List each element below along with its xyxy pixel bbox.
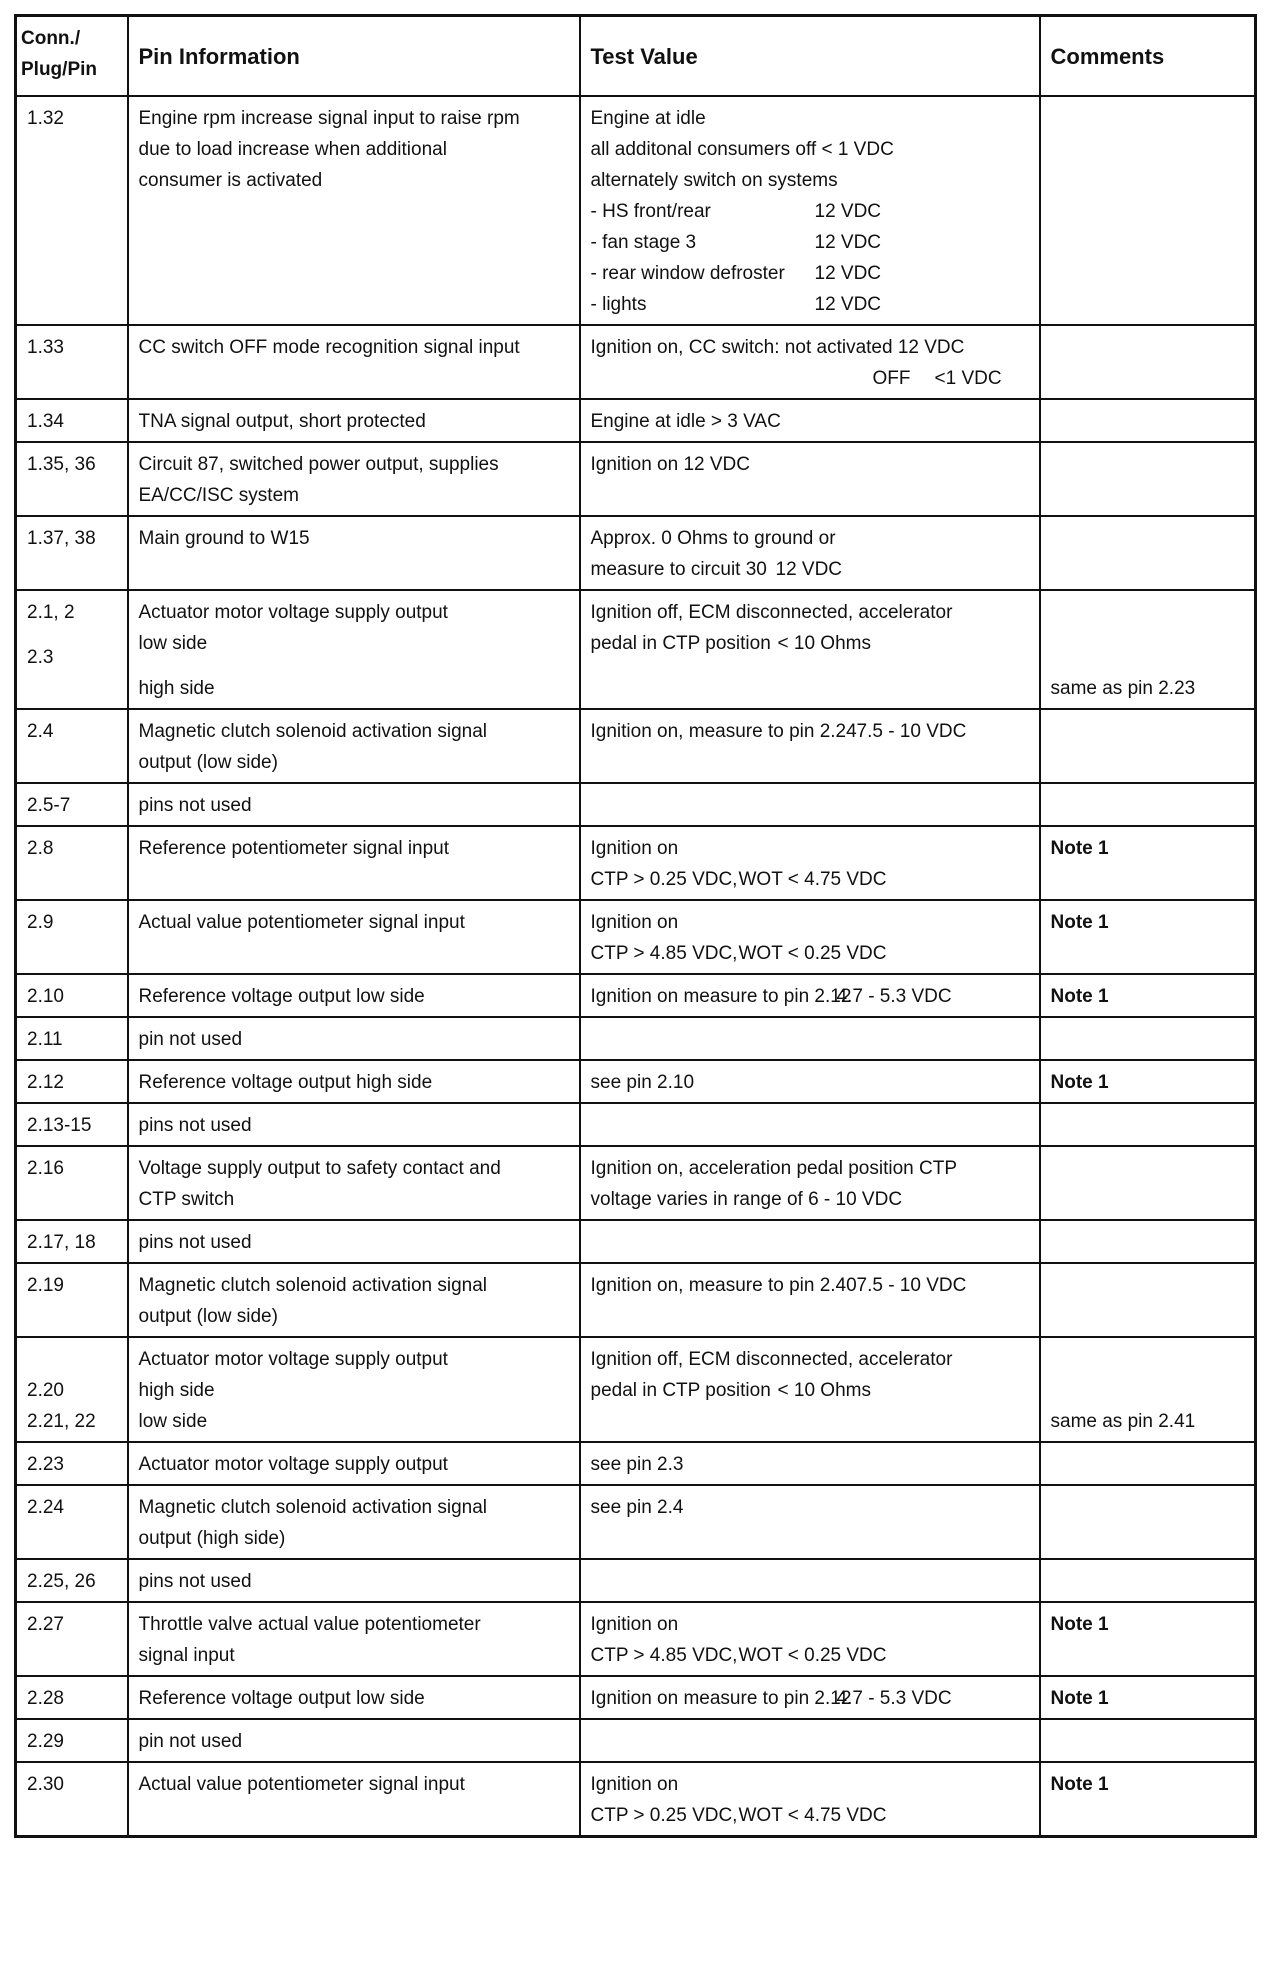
test-value	[580, 783, 1040, 826]
test-value-text: CTP > 4.85 VDC,	[590, 943, 738, 964]
pin-connector-label: 2.30	[27, 1774, 64, 1795]
pin-comment	[1040, 1337, 1256, 1442]
pin-connector-label: 2.17, 18	[27, 1232, 96, 1253]
header-test-value: Test Value	[580, 16, 1040, 97]
pin-connector-label: 1.37, 38	[27, 528, 96, 549]
test-value-line	[591, 1640, 1029, 1671]
pin-information	[128, 1017, 580, 1060]
test-value-line	[591, 227, 1029, 258]
pin-connector	[16, 1103, 128, 1146]
table-row	[16, 1602, 1256, 1676]
pin-information-line: signal input	[138, 1645, 235, 1666]
pin-information-line: Magnetic clutch solenoid activation signal	[138, 1275, 488, 1296]
pin-information-line: Main ground to W15	[138, 528, 310, 549]
pin-information-line: EA/CC/ISC system	[138, 485, 299, 506]
pin-connector	[16, 325, 128, 399]
pin-connector	[16, 826, 128, 900]
test-value-reading: < 10 Ohms	[777, 1380, 871, 1401]
pin-information-line: Reference voltage output low side	[138, 986, 425, 1007]
pin-comment	[1040, 783, 1256, 826]
pin-connector-label-secondary: 2.21, 22	[27, 1411, 96, 1432]
test-value-line	[591, 864, 1029, 895]
test-value-line	[591, 134, 1029, 165]
table-row	[16, 1146, 1256, 1220]
pin-connector	[16, 590, 128, 709]
test-value	[580, 1442, 1040, 1485]
table-row	[16, 1103, 1256, 1146]
pin-connector	[16, 1146, 128, 1220]
pin-information	[128, 516, 580, 590]
test-value-text: see pin 2.10	[590, 1072, 695, 1093]
table-row	[16, 1337, 1256, 1442]
pin-comment	[1040, 974, 1256, 1017]
pin-comment	[1040, 1060, 1256, 1103]
pin-information	[128, 1442, 580, 1485]
test-value	[580, 1103, 1040, 1146]
test-value	[580, 1146, 1040, 1220]
table-row	[16, 442, 1256, 516]
pin-connector	[16, 516, 128, 590]
pin-information-line: Reference voltage output high side	[138, 1072, 433, 1093]
test-value-line	[591, 449, 1029, 480]
test-value	[580, 1017, 1040, 1060]
test-value-line	[591, 1492, 1029, 1523]
test-value-reading: 12 VDC	[814, 232, 882, 253]
pin-comment	[1040, 1146, 1256, 1220]
test-value-text: CTP > 0.25 VDC,	[590, 869, 738, 890]
pin-connector	[16, 974, 128, 1017]
pin-connector-label: 2.9	[27, 912, 54, 933]
test-value-line	[591, 716, 1029, 747]
pin-connector	[16, 900, 128, 974]
table-row	[16, 709, 1256, 783]
test-value-text: Ignition on 12 VDC	[590, 454, 750, 475]
pin-information-line: Magnetic clutch solenoid activation signal	[138, 721, 488, 742]
table-row	[16, 1762, 1256, 1837]
test-value	[580, 1263, 1040, 1337]
pin-information	[128, 1676, 580, 1719]
test-value-text: - lights	[590, 294, 647, 315]
pin-connector	[16, 442, 128, 516]
test-value-text: - fan stage 3	[590, 232, 697, 253]
test-value-text: Ignition on, measure to pin 2.40	[590, 1275, 857, 1296]
test-value-text: Ignition on	[590, 912, 679, 933]
pin-information-line: output (low side)	[138, 752, 278, 773]
pin-comment	[1040, 900, 1256, 974]
table-row	[16, 590, 1256, 709]
pin-information-line: pin not used	[138, 1731, 243, 1752]
pin-connector-label: 2.16	[27, 1158, 64, 1179]
pin-information-line: Reference potentiometer signal input	[138, 838, 450, 859]
test-value-reading: 4.7 - 5.3 VDC	[836, 1688, 952, 1709]
pin-information-line: Actual value potentiometer signal input	[138, 1774, 465, 1795]
test-value	[580, 442, 1040, 516]
pin-connector-label: 2.4	[27, 721, 54, 742]
pin-connector-label: 1.33	[27, 337, 64, 358]
pin-comment	[1040, 1602, 1256, 1676]
pin-connector-label: 1.32	[27, 108, 64, 129]
spacer	[27, 1344, 117, 1375]
test-value-text: pedal in CTP position	[590, 1380, 771, 1401]
pin-information-line: consumer is activated	[138, 170, 323, 191]
test-value-line	[591, 1609, 1029, 1640]
pin-connector	[16, 1719, 128, 1762]
note-label: Note 1	[1050, 1774, 1109, 1795]
pin-information	[128, 96, 580, 325]
pin-information	[128, 1485, 580, 1559]
pin-information	[128, 399, 580, 442]
pin-comment	[1040, 1676, 1256, 1719]
pin-connector-label: 2.12	[27, 1072, 64, 1093]
test-value-line	[591, 1800, 1029, 1831]
test-value	[580, 399, 1040, 442]
test-value-reading: <1 VDC	[934, 368, 1002, 389]
pin-connector-label: 2.25, 26	[27, 1571, 96, 1592]
pin-information	[128, 1719, 580, 1762]
test-value-line	[591, 523, 1029, 554]
test-value-line	[591, 833, 1029, 864]
test-value-line	[591, 1184, 1029, 1215]
note-label: Note 1	[1050, 1614, 1109, 1635]
pin-information	[128, 1220, 580, 1263]
test-value-reading: WOT < 4.75 VDC	[738, 1805, 887, 1826]
pin-connector-label: 2.24	[27, 1497, 64, 1518]
pin-connector-label: 2.19	[27, 1275, 64, 1296]
header-pin-information: Pin Information	[128, 16, 580, 97]
test-value-text: Ignition off, ECM disconnected, accelerator	[590, 602, 953, 623]
test-value-text: OFF	[872, 368, 911, 389]
pin-information-line: pins not used	[138, 1232, 252, 1253]
test-value-reading: 7.5 - 10 VDC	[856, 1275, 967, 1296]
test-value-text: CTP > 0.25 VDC,	[590, 1805, 738, 1826]
pin-information-line: pin not used	[138, 1029, 243, 1050]
table-row	[16, 783, 1256, 826]
pin-connector	[16, 783, 128, 826]
pin-information-line-secondary: low side	[138, 1411, 208, 1432]
header-row	[16, 16, 1256, 97]
pin-connector	[16, 1220, 128, 1263]
test-value-line	[591, 332, 1029, 363]
pin-connector-label: 1.35, 36	[27, 454, 96, 475]
table-row	[16, 1060, 1256, 1103]
test-value-text: measure to circuit 30	[590, 559, 767, 580]
test-value-reading: WOT < 0.25 VDC	[738, 1645, 887, 1666]
test-value-line	[591, 907, 1029, 938]
test-value	[580, 709, 1040, 783]
pin-information-line-secondary: high side	[138, 678, 215, 699]
test-value	[580, 1485, 1040, 1559]
pin-information-line: pins not used	[138, 1571, 252, 1592]
pin-connector-label-secondary: 2.3	[27, 647, 54, 668]
table-row	[16, 1719, 1256, 1762]
pin-information	[128, 1337, 580, 1442]
pin-information-line: Actuator motor voltage supply output	[138, 602, 448, 623]
pin-connector	[16, 399, 128, 442]
pin-connector	[16, 1060, 128, 1103]
test-value-text: Ignition on measure to pin 2.12	[590, 986, 852, 1007]
test-value-line	[591, 406, 1029, 437]
pin-information-line: output (low side)	[138, 1306, 278, 1327]
pin-connector	[16, 1485, 128, 1559]
test-value-text: Engine at idle > 3 VAC	[590, 411, 781, 432]
note-label: Note 1	[1050, 1072, 1109, 1093]
test-value-reading: < 10 Ohms	[777, 633, 871, 654]
test-value	[580, 1559, 1040, 1602]
pin-connector	[16, 1559, 128, 1602]
test-value-reading: WOT < 0.25 VDC	[738, 943, 887, 964]
pin-connector	[16, 1017, 128, 1060]
pin-information-line: Voltage supply output to safety contact and	[138, 1158, 501, 1179]
pin-information-line: Circuit 87, switched power output, supplies	[138, 454, 499, 475]
pin-connector	[16, 1337, 128, 1442]
pin-comment	[1040, 1485, 1256, 1559]
pin-information	[128, 1602, 580, 1676]
pin-connector-label: 2.1, 2	[27, 602, 75, 623]
pin-information-line: CC switch OFF mode recognition signal input	[138, 337, 520, 358]
test-value-line	[591, 1344, 1029, 1375]
test-value-line	[591, 1270, 1029, 1301]
test-value-reading: 7.5 - 10 VDC	[856, 721, 967, 742]
table-row	[16, 96, 1256, 325]
note-label: Note 1	[1050, 912, 1109, 933]
test-value	[580, 900, 1040, 974]
pin-information-line: Engine rpm increase signal input to raise rpm	[138, 108, 520, 129]
test-value-reading: 12 VDC	[775, 559, 843, 580]
test-value	[580, 590, 1040, 709]
pin-connector	[16, 96, 128, 325]
pin-information-line: high side	[138, 1380, 215, 1401]
pin-connector-label: 2.23	[27, 1454, 64, 1475]
pin-comment	[1040, 709, 1256, 783]
test-value-text: pedal in CTP position	[590, 633, 771, 654]
pin-information	[128, 709, 580, 783]
pin-connector-label: 2.11	[27, 1029, 63, 1050]
pin-connector-label: 2.29	[27, 1731, 64, 1752]
test-value	[580, 826, 1040, 900]
test-value-reading: 12 VDC	[814, 294, 882, 315]
pin-information-line: TNA signal output, short protected	[138, 411, 426, 432]
test-value-text: Ignition on, measure to pin 2.24	[590, 721, 857, 742]
pin-connector	[16, 1602, 128, 1676]
table-row	[16, 1676, 1256, 1719]
header-conn-line-1: Conn./	[21, 28, 81, 49]
table-row	[16, 1442, 1256, 1485]
pin-information	[128, 783, 580, 826]
spacer	[139, 659, 569, 673]
pin-information-line: Actuator motor voltage supply output	[138, 1454, 448, 1475]
pin-information-line: CTP switch	[138, 1189, 235, 1210]
pin-connector-label: 2.20	[27, 1380, 64, 1401]
note-label: Note 1	[1050, 986, 1109, 1007]
test-value-text: Ignition on	[590, 1614, 679, 1635]
test-value-reading: WOT < 4.75 VDC	[738, 869, 887, 890]
test-value-line	[591, 103, 1029, 134]
pin-information-line: due to load increase when additional	[138, 139, 447, 160]
pin-information	[128, 1559, 580, 1602]
pin-comment	[1040, 1719, 1256, 1762]
pin-comment	[1040, 96, 1256, 325]
test-value-text: Ignition on measure to pin 2.12	[590, 1688, 852, 1709]
test-value-line	[591, 1449, 1029, 1480]
pin-comment	[1040, 399, 1256, 442]
pin-information-line: Actuator motor voltage supply output	[138, 1349, 448, 1370]
test-value	[580, 1220, 1040, 1263]
test-value-text: CTP > 4.85 VDC,	[590, 1645, 738, 1666]
pin-connector-label: 2.8	[27, 838, 54, 859]
test-value-text: Ignition on, CC switch: not activated 12 VDC	[590, 337, 965, 358]
test-value-line	[591, 1067, 1029, 1098]
pin-information-line: low side	[138, 633, 208, 654]
pin-connector-label: 1.34	[27, 411, 64, 432]
pin-rows	[16, 96, 1256, 1837]
test-value-text: Ignition on	[590, 1774, 679, 1795]
test-value	[580, 1337, 1040, 1442]
table-row	[16, 1017, 1256, 1060]
table-row	[16, 1263, 1256, 1337]
test-value	[580, 1602, 1040, 1676]
pin-information-line: output (high side)	[138, 1528, 286, 1549]
note-label: Note 1	[1050, 838, 1109, 859]
test-value-line	[591, 938, 1029, 969]
pin-connector-label: 2.28	[27, 1688, 64, 1709]
pin-table-sheet	[14, 14, 1254, 1838]
pin-comment	[1040, 442, 1256, 516]
table-row	[16, 974, 1256, 1017]
table-row	[16, 325, 1256, 399]
table-row	[16, 1485, 1256, 1559]
pin-table	[14, 14, 1257, 1838]
note-label: Note 1	[1050, 1688, 1109, 1709]
test-value-line	[591, 289, 1029, 320]
pin-information	[128, 1263, 580, 1337]
pin-connector	[16, 1442, 128, 1485]
test-value	[580, 325, 1040, 399]
pin-information	[128, 1103, 580, 1146]
test-value-text: Ignition on, acceleration pedal position CTP	[590, 1158, 958, 1179]
pin-information-line: Throttle valve actual value potentiometer	[138, 1614, 481, 1635]
table-row	[16, 826, 1256, 900]
test-value-line	[591, 597, 1029, 628]
header-conn	[16, 16, 128, 97]
test-value-text: Ignition on	[590, 838, 679, 859]
test-value-text: - HS front/rear	[590, 201, 711, 222]
test-value-text: see pin 2.4	[590, 1497, 684, 1518]
pin-comment	[1040, 826, 1256, 900]
table-row	[16, 516, 1256, 590]
pin-information	[128, 900, 580, 974]
test-value-text: alternately switch on systems	[590, 170, 838, 191]
comment-text: same as pin 2.41	[1050, 1411, 1196, 1432]
pin-information	[128, 325, 580, 399]
header-conn-line-2: Plug/Pin	[21, 59, 97, 80]
pin-connector-label: 2.5-7	[27, 795, 71, 816]
pin-connector-label: 2.27	[27, 1614, 64, 1635]
pin-comment	[1040, 1103, 1256, 1146]
pin-information-line: Reference voltage output low side	[138, 1688, 425, 1709]
test-value-text: see pin 2.3	[590, 1454, 684, 1475]
test-value-text: Engine at idle	[590, 108, 706, 129]
test-value-line	[591, 1153, 1029, 1184]
test-value-line	[591, 981, 1029, 1012]
test-value-line	[591, 1375, 1029, 1406]
test-value	[580, 96, 1040, 325]
header-comments: Comments	[1040, 16, 1256, 97]
test-value-line	[591, 628, 1029, 659]
pin-information-line: pins not used	[138, 1115, 252, 1136]
pin-information	[128, 1060, 580, 1103]
test-value	[580, 974, 1040, 1017]
table-row	[16, 900, 1256, 974]
comment-text: same as pin 2.23	[1050, 678, 1196, 699]
pin-comment	[1040, 1559, 1256, 1602]
test-value-line	[591, 554, 1029, 585]
pin-information	[128, 974, 580, 1017]
test-value-text: Approx. 0 Ohms to ground or	[590, 528, 836, 549]
pin-comment	[1040, 516, 1256, 590]
pin-comment	[1040, 1442, 1256, 1485]
table-row	[16, 1559, 1256, 1602]
table-row	[16, 1220, 1256, 1263]
pin-comment	[1040, 1762, 1256, 1837]
pin-information	[128, 1146, 580, 1220]
pin-information-line: Actual value potentiometer signal input	[138, 912, 465, 933]
test-value-line	[591, 363, 1029, 394]
pin-connector-label: 2.13-15	[27, 1115, 92, 1136]
test-value-line	[591, 1683, 1029, 1714]
test-value-text: Ignition off, ECM disconnected, accelerator	[590, 1349, 953, 1370]
test-value-text: all additonal consumers off < 1 VDC	[590, 139, 894, 160]
test-value	[580, 1060, 1040, 1103]
test-value	[580, 1676, 1040, 1719]
pin-information-line: pins not used	[138, 795, 252, 816]
test-value-line	[591, 258, 1029, 289]
pin-information	[128, 826, 580, 900]
pin-information	[128, 1762, 580, 1837]
pin-comment	[1040, 1220, 1256, 1263]
pin-comment	[1040, 1017, 1256, 1060]
pin-connector	[16, 1263, 128, 1337]
test-value-line	[591, 165, 1029, 196]
test-value-line	[591, 1769, 1029, 1800]
pin-comment	[1040, 325, 1256, 399]
test-value-line	[591, 196, 1029, 227]
pin-connector	[16, 1762, 128, 1837]
test-value-reading: 12 VDC	[814, 201, 882, 222]
pin-information-line: Magnetic clutch solenoid activation signal	[138, 1497, 488, 1518]
test-value	[580, 516, 1040, 590]
test-value-reading: 12 VDC	[814, 263, 882, 284]
test-value-text: voltage varies in range of 6 - 10 VDC	[590, 1189, 903, 1210]
pin-connector	[16, 709, 128, 783]
table-row	[16, 399, 1256, 442]
pin-comment	[1040, 590, 1256, 709]
pin-comment	[1040, 1263, 1256, 1337]
pin-connector	[16, 1676, 128, 1719]
spacer	[27, 628, 117, 642]
test-value-reading: 4.7 - 5.3 VDC	[836, 986, 952, 1007]
test-value	[580, 1762, 1040, 1837]
pin-information	[128, 442, 580, 516]
pin-connector-label: 2.10	[27, 986, 64, 1007]
test-value-text: - rear window defroster	[590, 263, 785, 284]
pin-information	[128, 590, 580, 709]
test-value	[580, 1719, 1040, 1762]
